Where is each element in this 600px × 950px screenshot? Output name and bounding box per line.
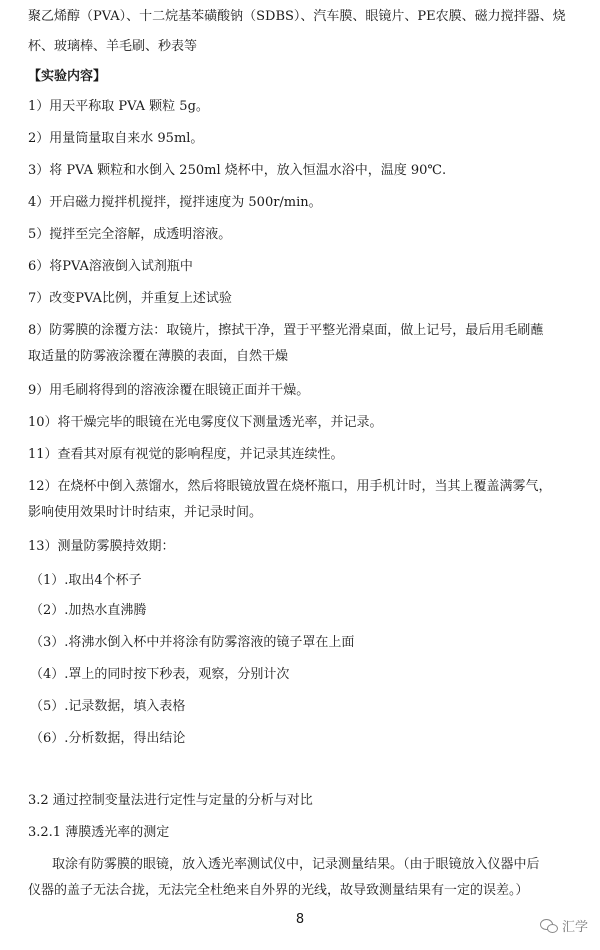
step-7: 7）改变PVA比例，并重复上述试验	[28, 291, 232, 306]
step-3: 3）将 PVA 颗粒和水倒入 250ml 烧杯中，放入恒温水浴中，温度 90℃.	[28, 163, 447, 178]
substep-2: （2）.加热水直沸腾	[30, 603, 147, 618]
section-3-2-heading: 3.2 通过控制变量法进行定性与定量的分析与对比	[28, 793, 313, 808]
materials-line-2: 杯、玻璃棒、羊毛刷、秒表等	[28, 39, 198, 54]
section-3-2-1-heading: 3.2.1 薄膜透光率的测定	[28, 825, 170, 840]
step-13: 13）测量防雾膜持效期：	[28, 539, 175, 554]
step-12-line-1: 12）在烧杯中倒入蒸馏水，然后将眼镜放置在烧杯瓶口，用手机计时，当其上覆盖满雾气，	[28, 479, 552, 494]
step-8-line-1: 8）防雾膜的涂覆方法：取镜片，擦拭干净，置于平整光滑桌面，做上记号，最后用毛刷蘸	[28, 323, 544, 338]
step-2: 2）用量筒量取自来水 95ml。	[28, 131, 204, 146]
step-10: 10）将干燥完毕的眼镜在光电雾度仪下测量透光率，并记录。	[28, 415, 383, 430]
step-9: 9）用毛刷将得到的溶液涂覆在眼镜正面并干燥。	[28, 383, 310, 398]
step-8-line-2: 取适量的防雾液涂覆在薄膜的表面，自然干燥	[28, 349, 289, 364]
substep-3: （3）.将沸水倒入杯中并将涂有防雾溶液的镜子罩在上面	[30, 635, 355, 650]
paragraph-line-1: 取涂有防雾膜的眼镜，放入透光率测试仪中，记录测量结果。（由于眼镜放入仪器中后	[52, 857, 540, 872]
watermark-text: 汇学	[561, 920, 588, 935]
step-5: 5）搅拌至完全溶解，成透明溶液。	[28, 227, 232, 242]
step-12-line-2: 影响使用效果时计时结束，并记录时间。	[28, 505, 263, 520]
step-6: 6）将PVA溶液倒入试剂瓶中	[28, 259, 193, 274]
substep-4: （4）.罩上的同时按下秒表，观察，分别计次	[30, 667, 290, 682]
section-heading-experiment-content: 【实验内容】	[28, 69, 107, 84]
step-11: 11）查看其对原有视觉的影响程度，并记录其连续性。	[28, 447, 344, 462]
page-number: 8	[295, 912, 305, 927]
substep-1: （1）.取出4个杯子	[30, 573, 142, 588]
chat-bubble-icon	[540, 919, 558, 933]
substep-6: （6）.分析数据，得出结论	[30, 731, 186, 746]
step-1: 1）用天平称取 PVA 颗粒 5g。	[28, 99, 209, 114]
watermark	[540, 916, 588, 935]
paragraph-line-2: 仪器的盖子无法合拢，无法完全杜绝来自外界的光线，故导致测量结果有一定的误差。）	[28, 883, 529, 898]
substep-5: （5）.记录数据，填入表格	[30, 699, 186, 714]
materials-line-1: 聚乙烯醇（PVA）、十二烷基苯磺酸钠（SDBS）、汽车膜、眼镜片、PE农膜、磁力搅拌器、烧	[28, 9, 566, 24]
step-4: 4）开启磁力搅拌机搅拌，搅拌速度为 500r/min。	[28, 195, 322, 210]
